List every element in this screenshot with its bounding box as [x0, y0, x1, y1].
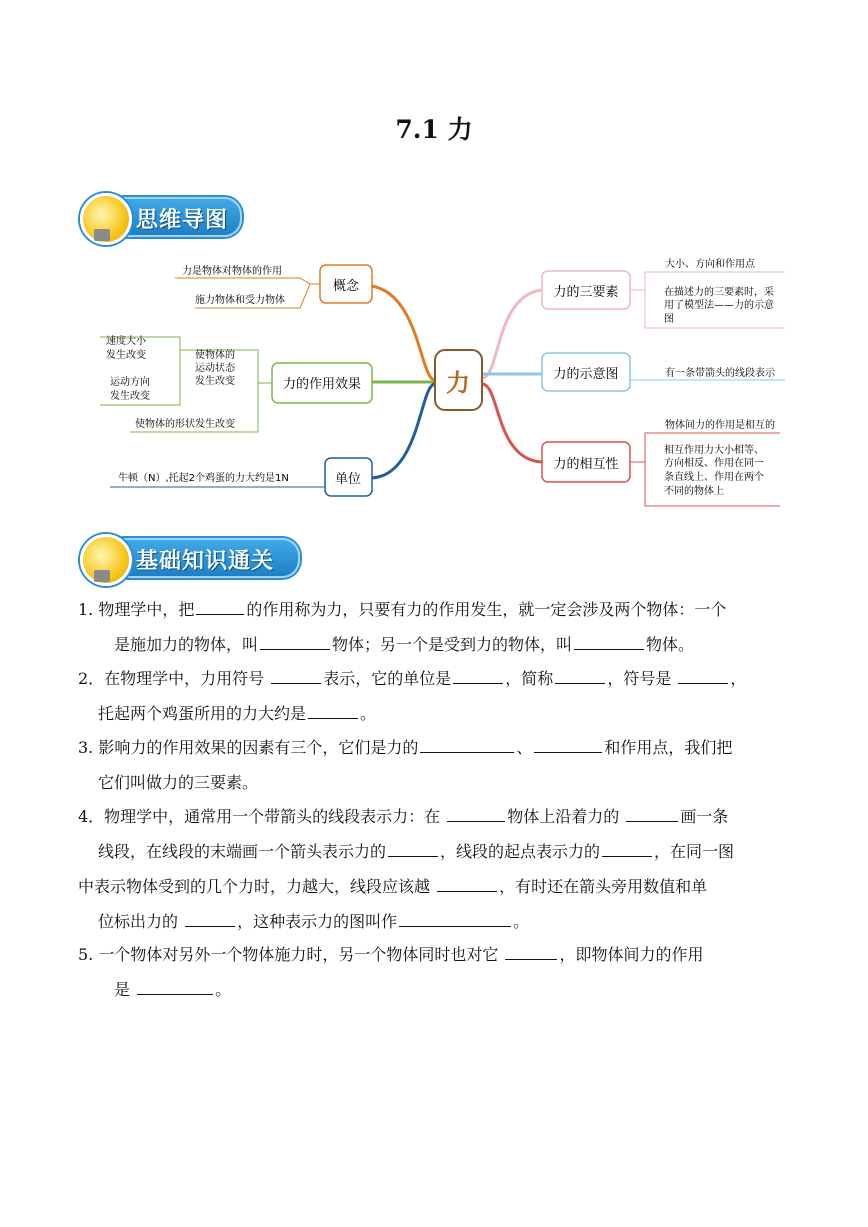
q5-text: 5. 一个物体对另外一个物体施力时，另一个物体同时也对它: [78, 945, 504, 964]
question-4: [78, 799, 792, 939]
q4-text: ，有时还在箭头旁用数值和单: [499, 877, 708, 896]
node-unit: 单位: [334, 472, 362, 487]
question-2: [78, 661, 792, 731]
q4-text: 中表示物体受到的几个力时，力越大，线段应该越: [78, 877, 436, 896]
question-3: [78, 730, 792, 800]
effect-sub1b-l1: 运动方向: [110, 377, 150, 388]
q2-text: 2．在物理学中，力用符号: [78, 669, 270, 688]
q1-text: 物体；另一个是受到力的物体，叫: [332, 635, 573, 654]
q2-text: ，符号是: [607, 669, 677, 688]
answer-blank[interactable]: [260, 631, 330, 650]
mind-map: [100, 250, 800, 510]
mutual-item-2-l3: 条直线上、作用在两个: [664, 472, 764, 483]
q4-text: ，这种表示力的图叫作: [237, 912, 398, 931]
q2-text: 托起两个鸡蛋所用的力大约是: [98, 704, 307, 723]
three-item-2-l1: 在描述力的三要素时，采: [664, 287, 774, 298]
q2-text: ，: [730, 669, 747, 688]
section-title: 基础知识通关: [136, 549, 275, 574]
three-item-2-l3: 图: [664, 314, 674, 325]
q4-text: 线段，在线段的末端画一个箭头表示力的: [98, 842, 387, 861]
answer-blank[interactable]: [420, 734, 514, 753]
effect-sub1b-l2: 发生改变: [110, 391, 150, 402]
page-title: 7.1 力: [395, 115, 473, 144]
q2-text: ，简称: [505, 669, 554, 688]
effect-sub1-l3: 发生改变: [195, 376, 235, 387]
effect-sub1-l1: 使物体的: [195, 350, 235, 361]
question-1: [78, 592, 792, 662]
effect-sub1a-l1: 速度大小: [106, 336, 146, 347]
answer-blank[interactable]: [308, 700, 358, 719]
q4-text: 。: [513, 912, 530, 931]
q1-text: 的作用称为力，只要有力的作用发生，就一定会涉及两个物体：一个: [246, 600, 727, 619]
mutual-item-2-l1: 相互作用力大小相等、: [664, 445, 764, 456]
answer-blank[interactable]: [626, 803, 678, 822]
answer-blank[interactable]: [271, 665, 321, 684]
answer-blank[interactable]: [602, 838, 652, 857]
node-mutual: 力的相互性: [553, 457, 619, 472]
answer-blank[interactable]: [505, 941, 557, 960]
answer-blank[interactable]: [453, 665, 503, 684]
answer-blank[interactable]: [555, 665, 605, 684]
section-title: 思维导图: [136, 208, 229, 233]
q3-text: 它们叫做力的三要素。: [98, 773, 259, 792]
q5-text: ，即物体间力的作用: [559, 945, 704, 964]
node-concept: 概念: [332, 279, 360, 294]
answer-blank[interactable]: [437, 873, 497, 892]
diagram-item: 有一条带箭头的线段表示: [665, 368, 775, 379]
mutual-item-1: 物体间力的作用是相互的: [665, 420, 775, 431]
three-item-2-l2: 用了模型法——力的示意: [664, 300, 774, 311]
answer-blank[interactable]: [185, 908, 235, 927]
effect-sub1-l2: 运动状态: [195, 363, 235, 374]
mutual-item-2-l2: 方向相反、作用在同一: [664, 458, 764, 469]
center-node: 力: [446, 369, 470, 397]
q4-text: 4．物理学中，通常用一个带箭头的线段表示力：在: [78, 807, 446, 826]
effect-sub2: 使物体的形状发生改变: [135, 419, 235, 430]
q2-text: 。: [360, 704, 377, 723]
question-5: [78, 937, 792, 1007]
q1-text: 1. 物理学中，把: [78, 600, 195, 619]
answer-blank[interactable]: [574, 631, 644, 650]
mutual-item-2-l4: 不同的物体上: [664, 486, 724, 497]
concept-item-1: 力是物体对物体的作用: [182, 266, 282, 277]
q1-text: 是施加力的物体，叫: [114, 635, 259, 654]
node-three-elements: 力的三要素: [553, 285, 619, 300]
answer-blank[interactable]: [196, 596, 244, 615]
answer-blank[interactable]: [678, 665, 728, 684]
answer-blank[interactable]: [137, 976, 213, 995]
three-item-1: 大小、方向和作用点: [665, 259, 755, 270]
answer-blank[interactable]: [388, 838, 438, 857]
answer-blank[interactable]: [447, 803, 505, 822]
q1-text: 物体。: [646, 635, 695, 654]
answer-blank[interactable]: [534, 734, 602, 753]
q5-text: 是: [114, 980, 136, 999]
q5-text: 。: [215, 980, 232, 999]
unit-item: 牛顿（N）,托起2个鸡蛋的力大约是1N: [118, 473, 289, 484]
concept-item-2: 施力物体和受力物体: [195, 295, 285, 306]
q3-text: 和作用点，我们把: [604, 738, 733, 757]
q2-text: 表示，它的单位是: [323, 669, 452, 688]
q4-text: 画一条: [680, 807, 729, 826]
q4-text: ，在同一图: [654, 842, 735, 861]
node-effect: 力的作用效果: [282, 377, 362, 392]
q4-text: 位标出力的: [98, 912, 184, 931]
effect-sub1a-l2: 发生改变: [106, 350, 146, 361]
q3-text: 3. 影响力的作用效果的因素有三个，它们是力的: [78, 738, 419, 757]
node-diagram: 力的示意图: [553, 367, 619, 382]
q3-text: 、: [516, 738, 533, 757]
answer-blank[interactable]: [399, 908, 511, 927]
q4-text: ，线段的起点表示力的: [440, 842, 601, 861]
q4-text: 物体上沿着力的: [507, 807, 625, 826]
